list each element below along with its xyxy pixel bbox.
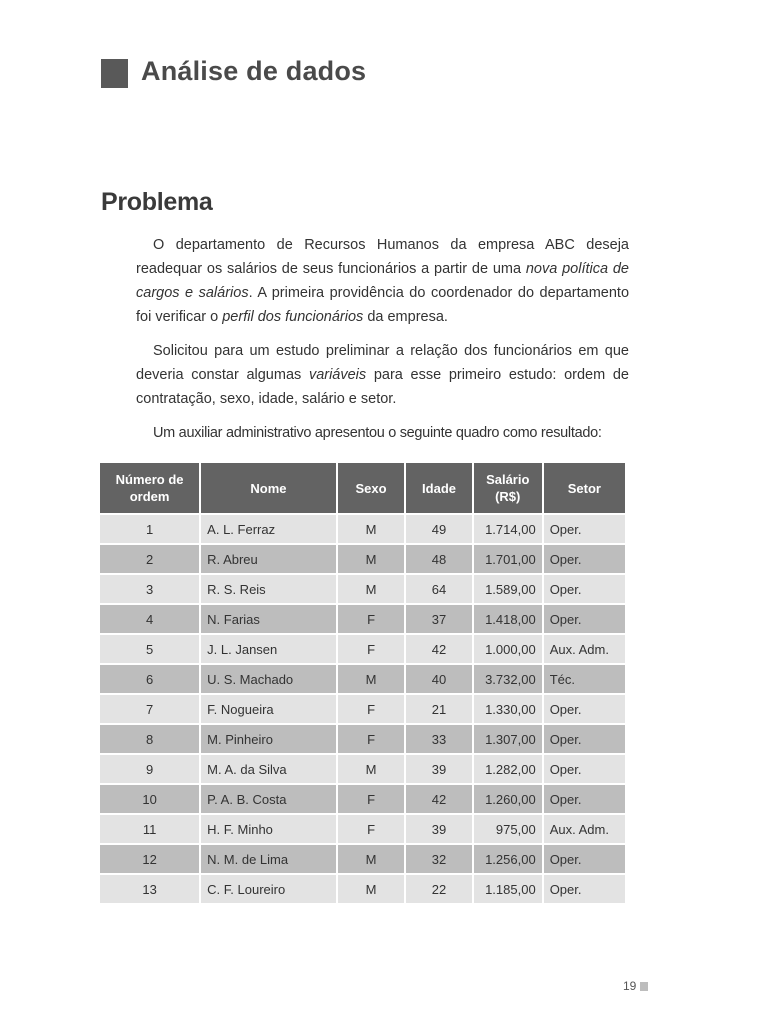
cell-salario: 1.418,00 bbox=[474, 605, 542, 633]
cell-idade: 22 bbox=[406, 875, 472, 903]
cell-idade: 48 bbox=[406, 545, 472, 573]
table-row bbox=[100, 665, 625, 693]
cell-sexo: F bbox=[338, 725, 404, 753]
cell-setor: Aux. Adm. bbox=[544, 815, 625, 843]
cell-setor: Oper. bbox=[544, 575, 625, 603]
cell-nome: J. L. Jansen bbox=[201, 635, 336, 663]
cell-setor: Téc. bbox=[544, 665, 625, 693]
table-row bbox=[100, 635, 625, 663]
cell-nome: R. Abreu bbox=[201, 545, 336, 573]
cell-sexo: F bbox=[338, 605, 404, 633]
cell-setor: Oper. bbox=[544, 845, 625, 873]
cell-idade: 49 bbox=[406, 515, 472, 543]
cell-idade: 64 bbox=[406, 575, 472, 603]
cell-setor: Oper. bbox=[544, 755, 625, 783]
table-row bbox=[100, 755, 625, 783]
cell-ordem: 4 bbox=[100, 605, 199, 633]
cell-nome: U. S. Machado bbox=[201, 665, 336, 693]
cell-ordem: 3 bbox=[100, 575, 199, 603]
cell-sexo: F bbox=[338, 785, 404, 813]
cell-setor: Oper. bbox=[544, 545, 625, 573]
table-row bbox=[100, 875, 625, 903]
cell-nome: F. Nogueira bbox=[201, 695, 336, 723]
cell-ordem: 2 bbox=[100, 545, 199, 573]
cell-nome: R. S. Reis bbox=[201, 575, 336, 603]
cell-ordem: 5 bbox=[100, 635, 199, 663]
section-title: Problema bbox=[101, 188, 213, 216]
cell-nome: N. M. de Lima bbox=[201, 845, 336, 873]
cell-nome: A. L. Ferraz bbox=[201, 515, 336, 543]
cell-idade: 40 bbox=[406, 665, 472, 693]
page-number: 19 bbox=[623, 979, 637, 993]
cell-setor: Oper. bbox=[544, 725, 625, 753]
cell-sexo: M bbox=[338, 875, 404, 903]
employee-table bbox=[98, 461, 627, 905]
header-setor: Setor bbox=[544, 463, 625, 513]
cell-nome: N. Farias bbox=[201, 605, 336, 633]
emphasis-text: variáveis bbox=[308, 367, 367, 383]
cell-idade: 21 bbox=[406, 695, 472, 723]
table-header-row bbox=[100, 463, 625, 513]
table-row bbox=[100, 785, 625, 813]
cell-sexo: M bbox=[338, 755, 404, 783]
cell-salario: 1.000,00 bbox=[474, 635, 542, 663]
cell-ordem: 7 bbox=[100, 695, 199, 723]
table-row bbox=[100, 575, 625, 603]
cell-idade: 42 bbox=[406, 635, 472, 663]
header-nome: Nome bbox=[201, 463, 336, 513]
cell-idade: 37 bbox=[406, 605, 472, 633]
cell-salario: 1.256,00 bbox=[474, 845, 542, 873]
cell-idade: 33 bbox=[406, 725, 472, 753]
table-row bbox=[100, 515, 625, 543]
paragraph-text: Solicitou para um estudo preliminar a relação dos funcionários em que deveria constar algumas bbox=[136, 343, 629, 383]
paragraph-request bbox=[136, 339, 629, 411]
chapter-marker bbox=[101, 59, 128, 88]
cell-salario: 1.260,00 bbox=[474, 785, 542, 813]
header-sexo: Sexo bbox=[338, 463, 404, 513]
cell-setor: Aux. Adm. bbox=[544, 635, 625, 663]
page-marker bbox=[640, 982, 648, 991]
cell-nome: C. F. Loureiro bbox=[201, 875, 336, 903]
cell-ordem: 6 bbox=[100, 665, 199, 693]
paragraph-text: da empresa. bbox=[363, 309, 448, 325]
chapter-title: Análise de dados bbox=[141, 56, 367, 86]
cell-sexo: F bbox=[338, 695, 404, 723]
cell-ordem: 9 bbox=[100, 755, 199, 783]
cell-idade: 39 bbox=[406, 755, 472, 783]
cell-setor: Oper. bbox=[544, 515, 625, 543]
cell-idade: 42 bbox=[406, 785, 472, 813]
cell-salario: 1.589,00 bbox=[474, 575, 542, 603]
cell-ordem: 11 bbox=[100, 815, 199, 843]
cell-setor: Oper. bbox=[544, 695, 625, 723]
table-row bbox=[100, 845, 625, 873]
cell-sexo: M bbox=[338, 665, 404, 693]
table-row bbox=[100, 815, 625, 843]
cell-setor: Oper. bbox=[544, 605, 625, 633]
cell-salario: 1.307,00 bbox=[474, 725, 542, 753]
cell-salario: 1.701,00 bbox=[474, 545, 542, 573]
cell-sexo: F bbox=[338, 815, 404, 843]
cell-salario: 1.330,00 bbox=[474, 695, 542, 723]
paragraph-text: O departamento de Recursos Humanos da empresa ABC deseja readequar os salários de seus funcionários a partir de uma bbox=[136, 237, 629, 277]
header-idade: Idade bbox=[406, 463, 472, 513]
cell-sexo: M bbox=[338, 545, 404, 573]
cell-ordem: 1 bbox=[100, 515, 199, 543]
header-ordem: Número de ordem bbox=[100, 463, 199, 513]
cell-salario: 3.732,00 bbox=[474, 665, 542, 693]
table-row bbox=[100, 695, 625, 723]
cell-salario: 1.714,00 bbox=[474, 515, 542, 543]
cell-setor: Oper. bbox=[544, 875, 625, 903]
table-row bbox=[100, 545, 625, 573]
cell-salario: 1.282,00 bbox=[474, 755, 542, 783]
table-row bbox=[100, 605, 625, 633]
cell-salario: 1.185,00 bbox=[474, 875, 542, 903]
paragraph-text: para esse primeiro estudo: ordem de contratação, sexo, idade, salário e setor. bbox=[136, 367, 629, 407]
cell-nome: M. Pinheiro bbox=[201, 725, 336, 753]
cell-nome: P. A. B. Costa bbox=[201, 785, 336, 813]
cell-sexo: M bbox=[338, 845, 404, 873]
paragraph-intro bbox=[136, 233, 629, 329]
cell-salario: 975,00 bbox=[474, 815, 542, 843]
cell-ordem: 10 bbox=[100, 785, 199, 813]
emphasis-text: nova política de cargos e salários bbox=[136, 261, 629, 301]
cell-idade: 39 bbox=[406, 815, 472, 843]
cell-idade: 32 bbox=[406, 845, 472, 873]
cell-nome: H. F. Minho bbox=[201, 815, 336, 843]
table-row bbox=[100, 725, 625, 753]
cell-sexo: M bbox=[338, 515, 404, 543]
cell-ordem: 12 bbox=[100, 845, 199, 873]
cell-ordem: 8 bbox=[100, 725, 199, 753]
paragraph-text: . A primeira providência do coordenador do departamento foi verificar o bbox=[136, 285, 630, 325]
cell-nome: M. A. da Silva bbox=[201, 755, 336, 783]
cell-setor: Oper. bbox=[544, 785, 625, 813]
cell-sexo: M bbox=[338, 575, 404, 603]
cell-ordem: 13 bbox=[100, 875, 199, 903]
header-salario: Salário (R$) bbox=[474, 463, 542, 513]
emphasis-text: perfil dos funcionários bbox=[222, 309, 364, 325]
paragraph-result: Um auxiliar administrativo apresentou o seguinte quadro como resultado: bbox=[153, 425, 602, 441]
cell-sexo: F bbox=[338, 635, 404, 663]
